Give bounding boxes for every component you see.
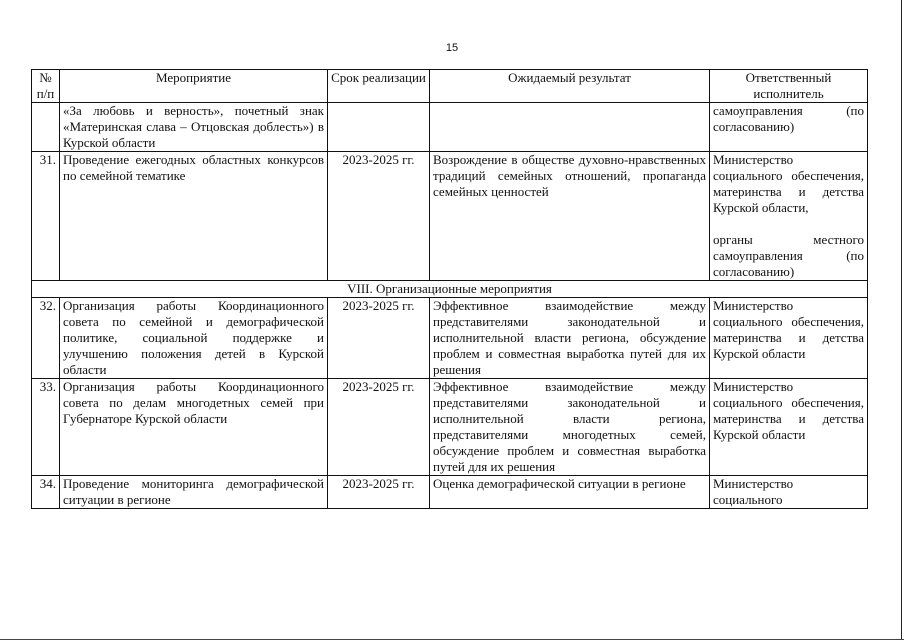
cell-result bbox=[430, 103, 710, 152]
cell-period bbox=[328, 103, 430, 152]
cell-executor: Министерство социального обеспечения, материнства и детства Курской области bbox=[710, 379, 868, 476]
activities-table bbox=[31, 69, 868, 509]
executor-gap bbox=[713, 216, 864, 232]
header-period: Срок реализации bbox=[328, 70, 430, 103]
cell-period: 2023-2025 гг. bbox=[328, 379, 430, 476]
cell-executor bbox=[710, 152, 868, 281]
page-number: 15 bbox=[445, 42, 459, 54]
table-row bbox=[32, 152, 868, 281]
cell-executor: Министерство социального bbox=[710, 476, 868, 509]
executor-ministry: Министерство социального обеспечения, материнства и детства Курской области, bbox=[713, 152, 864, 215]
header-result: Ожидаемый результат bbox=[430, 70, 710, 103]
table-row bbox=[32, 476, 868, 509]
cell-event: Проведение ежегодных областных конкурсов по семейной тематике bbox=[60, 152, 328, 281]
cell-num: 34. bbox=[32, 476, 60, 509]
cell-event: Организация работы Координационного совета по делам многодетных семей при Губернаторе Курской области bbox=[60, 379, 328, 476]
cell-event: Организация работы Координационного совета по семейной и демографической политике, социальной поддержке и улучшению положения детей в Курской области bbox=[60, 298, 328, 379]
section-heading: VIII. Организационные мероприятия bbox=[32, 281, 868, 298]
cell-num bbox=[32, 103, 60, 152]
header-num: № п/п bbox=[32, 70, 60, 103]
cell-executor: Министерство социального обеспечения, материнства и детства Курской области bbox=[710, 298, 868, 379]
cell-result: Возрождение в обществе духовно-нравственных традиций семейных отношений, пропаганда семейных ценностей bbox=[430, 152, 710, 281]
cell-result: Эффективное взаимодействие между представителями законодательной и исполнительной власти региона, обсуждение проблем и совместная выработка путей для их решения bbox=[430, 298, 710, 379]
section-heading-row bbox=[32, 281, 868, 298]
page-right-edge bbox=[901, 0, 902, 640]
executor-local-bodies: органы местного самоуправления (по согласованию) bbox=[713, 232, 864, 279]
cell-period: 2023-2025 гг. bbox=[328, 298, 430, 379]
cell-event: «За любовь и верность», почетный знак «Материнская слава – Отцовская доблесть») в Курской области bbox=[60, 103, 328, 152]
table-header-row bbox=[32, 70, 868, 103]
table-row bbox=[32, 103, 868, 152]
cell-event: Проведение мониторинга демографической ситуации в регионе bbox=[60, 476, 328, 509]
cell-period: 2023-2025 гг. bbox=[328, 152, 430, 281]
header-event: Мероприятие bbox=[60, 70, 328, 103]
table-row bbox=[32, 298, 868, 379]
cell-result: Эффективное взаимодействие между представителями законодательной и исполнительной власти региона, представителями многодетных семей, обсуждение проблем и совместная выработка путей для их решения bbox=[430, 379, 710, 476]
table-row bbox=[32, 379, 868, 476]
cell-num: 32. bbox=[32, 298, 60, 379]
header-executor: Ответственный исполнитель bbox=[710, 70, 868, 103]
cell-num: 33. bbox=[32, 379, 60, 476]
cell-num: 31. bbox=[32, 152, 60, 281]
cell-result: Оценка демографической ситуации в регионе bbox=[430, 476, 710, 509]
cell-period: 2023-2025 гг. bbox=[328, 476, 430, 509]
cell-executor: самоуправления (по согласованию) bbox=[710, 103, 868, 152]
